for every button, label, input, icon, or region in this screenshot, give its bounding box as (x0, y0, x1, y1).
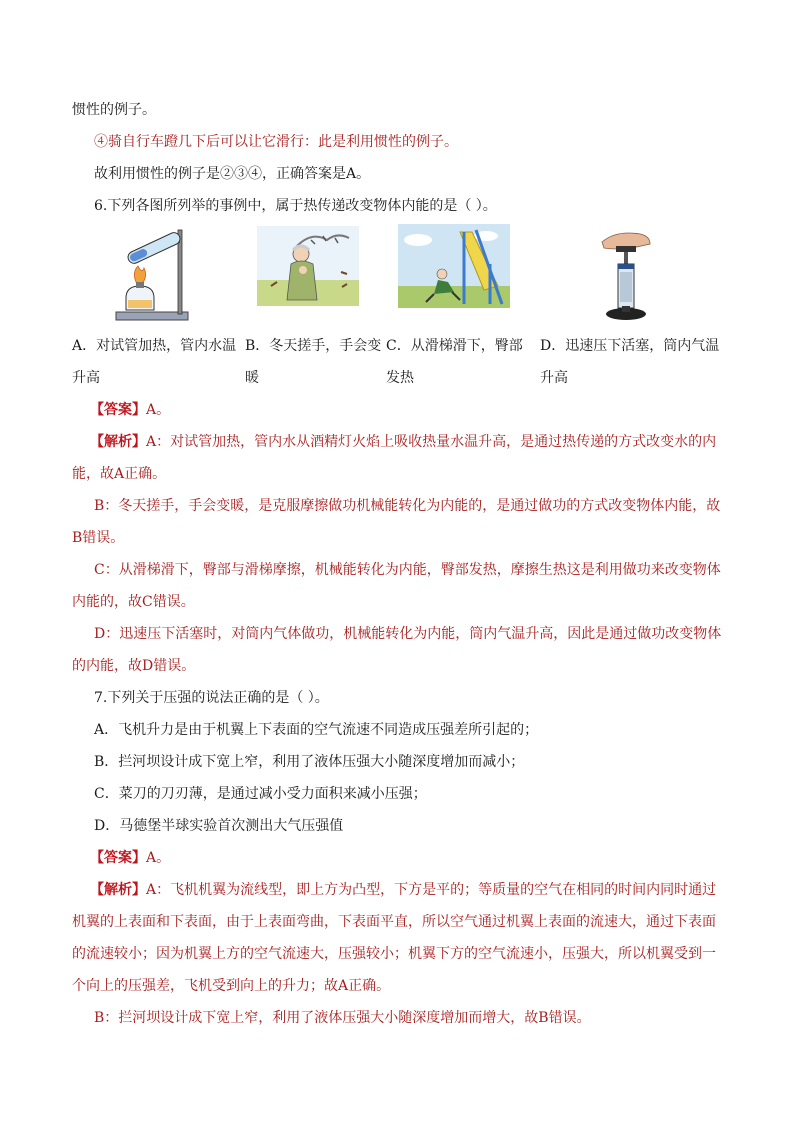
option-a: A．飞机升力是由于机翼上下表面的空气流速不同造成压强差所引起的； (94, 722, 539, 738)
analysis-line: D：迅速压下活塞时，对筒内气体做功，机械能转化为内能，筒内气温升高，因此是通过做功改变物体 (94, 626, 722, 642)
option-b-line2: 暖 (245, 370, 259, 386)
analysis-line: 内能的，故C错误。 (72, 594, 195, 610)
analysis-line: B：冬天搓手，手会变暖，是克服摩擦做功机械能转化为内能的，是通过做功的方式改变物体内能，故 (94, 498, 721, 514)
analysis-line: 的流速较小；因为机翼上方的空气流速大，压强较小；机翼下方的空气流速小，压强大，所以机翼受到一 (72, 946, 716, 962)
answer-tag: 【答案】 (90, 850, 146, 866)
option-d-line2: 升高 (540, 370, 568, 386)
rubbing-hands-winter-image (257, 226, 359, 306)
analysis-tag: 【解析】 (90, 434, 146, 450)
text-line: 故利用惯性的例子是②③④，正确答案是A。 (94, 166, 371, 182)
analysis-line: 的内能，故D错误。 (72, 658, 196, 674)
question-7-stem: 7.下列关于压强的说法正确的是（ ）。 (94, 690, 329, 706)
option-d-line1: D．迅速压下活塞，筒内气温 (540, 338, 720, 354)
analysis-text: A：对试管加热，管内水从酒精灯火焰上吸收热量水温升高，是通过热传递的方式改变水的内 (146, 434, 717, 450)
analysis-line: C：从滑梯滑下，臀部与滑梯摩擦，机械能转化为内能，臀部发热，摩擦生热这是利用做功来改变物体 (94, 562, 721, 578)
option-c: C．菜刀的刀刃薄，是通过减小受力面积来减小压强； (94, 786, 427, 802)
analysis-line: B错误。 (72, 530, 125, 546)
test-tube-heating-image (112, 224, 196, 324)
analysis-line: 个向上的压强差，飞机受到向上的升力；故A正确。 (72, 978, 391, 994)
analysis-text: A：飞机机翼为流线型，即上方为凸型，下方是平的；等质量的空气在相同的时间内同时通过 (146, 882, 717, 898)
question-6-stem: 6.下列各图所列举的事例中，属于热传递改变物体内能的是（ ）。 (94, 198, 497, 214)
answer-value: A。 (146, 850, 171, 866)
analysis-tag: 【解析】 (90, 882, 146, 898)
answer-line (90, 848, 170, 868)
option-a-line1: A．对试管加热，管内水温 (72, 338, 237, 354)
option-b: B．拦河坝设计成下宽上窄，利用了液体压强大小随深度增加而减小； (94, 754, 525, 770)
option-c-line2: 发热 (386, 370, 414, 386)
answer-value: A。 (146, 402, 171, 418)
analysis-line: 能，故A正确。 (72, 466, 167, 482)
analysis-line (90, 880, 716, 900)
option-a-line2: 升高 (72, 370, 100, 386)
option-d: D．马德堡半球实验首次测出大气压强值 (94, 818, 344, 834)
option-c-line1: C．从滑梯滑下，臀部 (386, 338, 523, 354)
analysis-line (90, 432, 716, 452)
text-line: 惯性的例子。 (72, 102, 156, 118)
analysis-line: B：拦河坝设计成下宽上窄，利用了液体压强大小随深度增加而增大，故B错误。 (94, 1010, 591, 1026)
answer-tag: 【答案】 (90, 402, 146, 418)
text-line: ④骑自行车蹬几下后可以让它滑行：此是利用惯性的例子。 (94, 134, 458, 150)
answer-line (90, 400, 170, 420)
slide-image (398, 224, 510, 308)
pump-piston-image (596, 224, 656, 324)
option-b-line1: B．冬天搓手，手会变 (245, 338, 382, 354)
analysis-line: 机翼的上表面和下表面，由于上表面弯曲，下表面平直，所以空气通过机翼上表面的流速大，通过下表面 (72, 914, 716, 930)
